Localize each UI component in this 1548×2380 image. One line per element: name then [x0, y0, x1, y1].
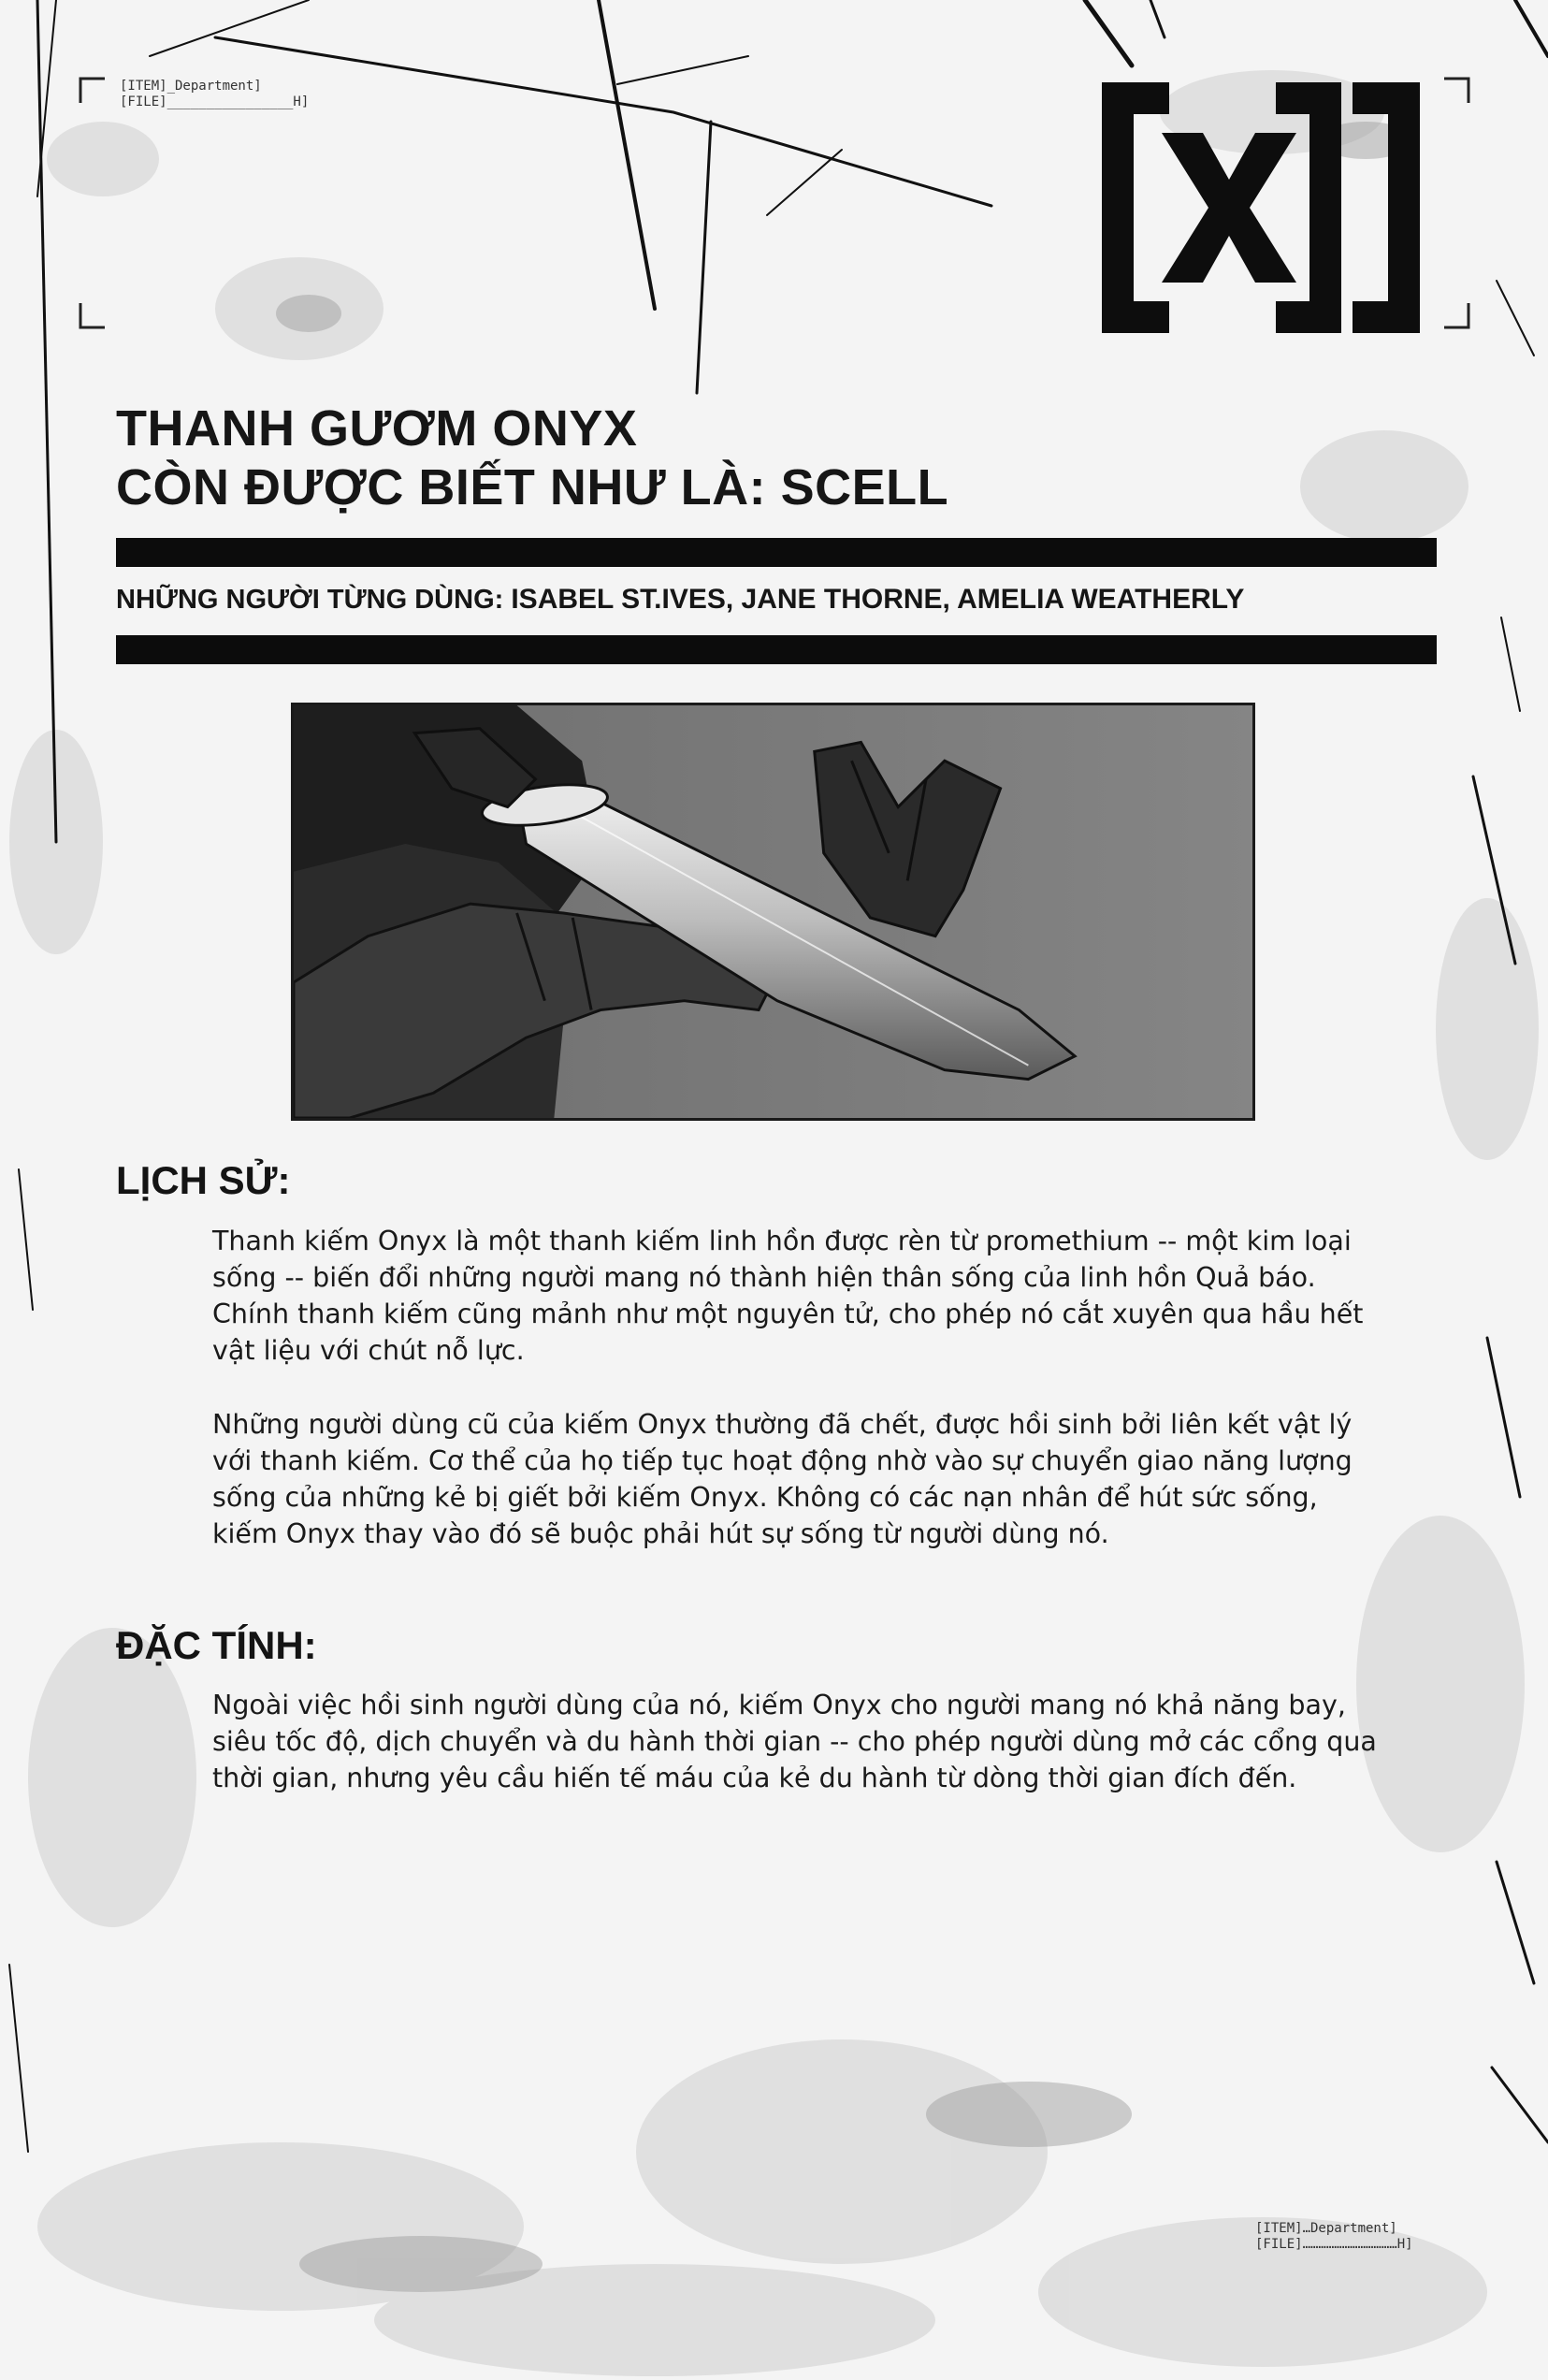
frame-corner-top-left [79, 77, 107, 105]
history-paragraph-1: Thanh kiếm Onyx là một thanh kiếm linh hồn được rèn từ promethium -- một kim loại sống -- biến đổi những người mang nó thành hiện thân sống của linh hồn Quả báo. Chính thanh kiếm cũng mảnh như một nguyên tử, cho phép nó cắt xuyên qua hầu hết vật liệu với chút nỗ lực. [212, 1226, 1364, 1366]
file-stamp-line: [FILE]________________H] [120, 94, 310, 109]
previous-users-label: NHỮNG NGƯỜI TỪNG DÙNG: [116, 585, 512, 615]
history-paragraph-2: Những người dùng cũ của kiếm Onyx thường đã chết, được hồi sinh bởi liên kết vật lý với thanh kiếm. Cơ thể của họ tiếp tục hoạt động nhờ vào sự chuyển giao năng lượng sống của những kẻ bị giết bởi kiếm Onyx. Không có các nạn nhân để hút sức sống, kiếm Onyx thay vào đó sẽ buộc phải hút sự sống từ người dùng nó. [212, 1409, 1353, 1549]
file-stamp-line: [ITEM]_Department] [120, 79, 262, 94]
x-bracket-logo [1102, 82, 1420, 333]
file-stamp-top [120, 79, 309, 110]
title-line-1: THANH GƯƠM ONYX [116, 400, 638, 457]
history-heading: LỊCH SỬ: [116, 1158, 291, 1202]
frame-corner-bottom-right [1442, 301, 1470, 329]
previous-users-names: ISABEL ST.IVES, JANE THORNE, AMELIA WEATHERLY [511, 584, 1245, 615]
frame-corner-top-right [1442, 77, 1470, 105]
page-title [116, 399, 948, 517]
frame-corner-bottom-left [79, 301, 107, 329]
file-stamp-line: [FILE]………………………………H] [1255, 2237, 1413, 2252]
onyx-sword-illustration [291, 703, 1255, 1121]
divider-bar-bottom [116, 635, 1437, 664]
file-stamp-bottom [1255, 2221, 1413, 2253]
title-alias-label: CÒN ĐƯỢC BIẾT NHƯ LÀ: [116, 459, 781, 515]
properties-paragraph: Ngoài việc hồi sinh người dùng của nó, kiếm Onyx cho người mang nó khả năng bay, siêu tốc độ, dịch chuyển và du hành thời gian -- cho phép người dùng mở các cổng qua thời gian, nhưng yêu cầu hiến tế máu của kẻ du hành từ dòng thời gian đích đến. [212, 1690, 1377, 1793]
previous-users [116, 584, 1244, 616]
title-alias-value: SCELL [780, 459, 949, 515]
properties-heading: ĐẶC TÍNH: [116, 1623, 317, 1667]
file-stamp-line: [ITEM]…Department] [1255, 2221, 1397, 2236]
divider-bar-top [116, 538, 1437, 567]
title-line-2 [116, 458, 948, 517]
